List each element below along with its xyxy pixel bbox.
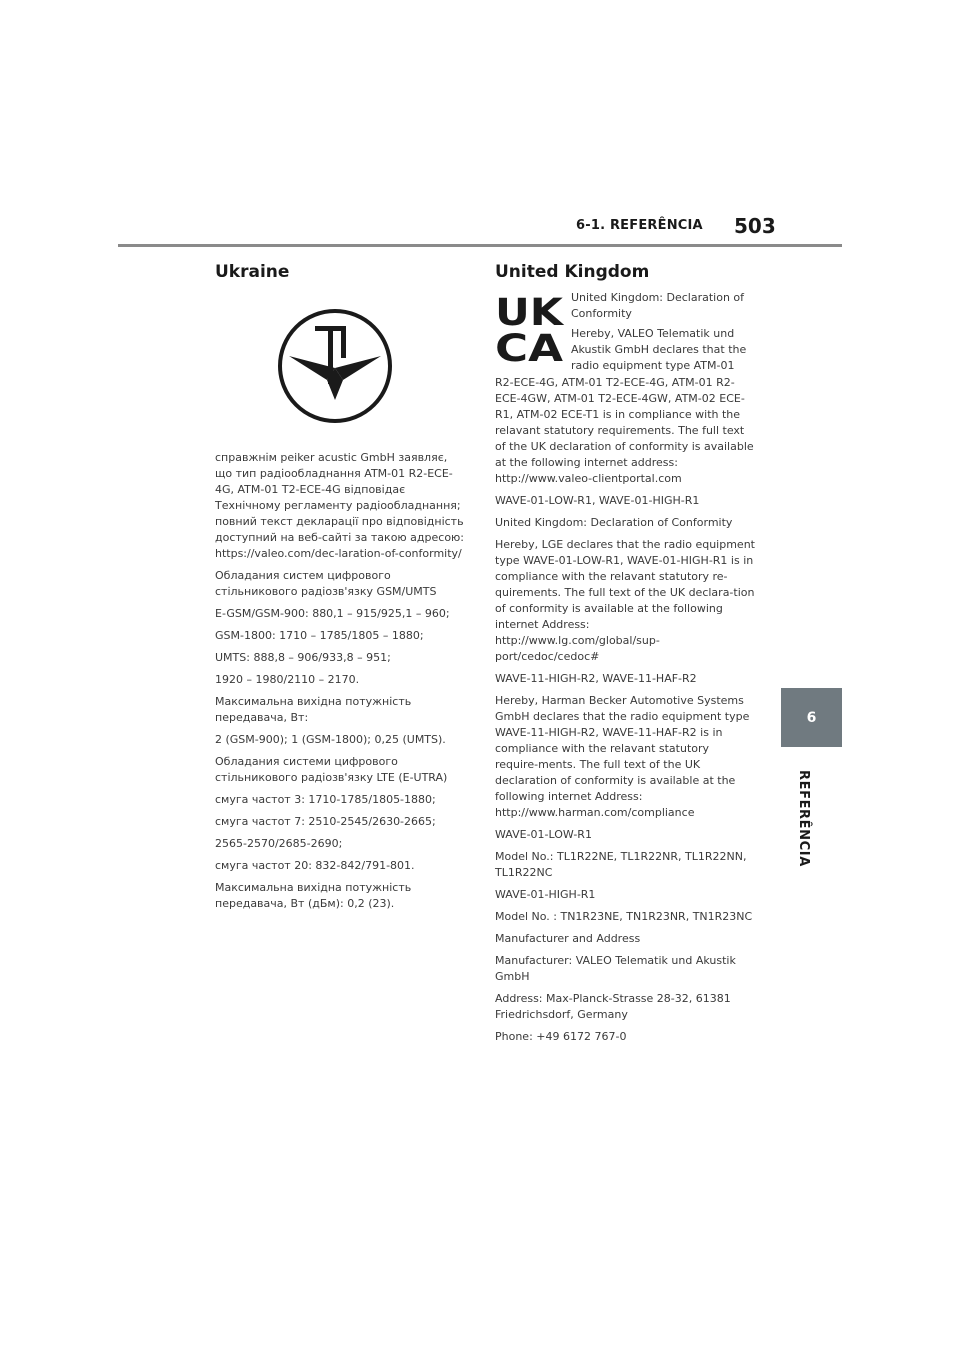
ukraine-paragraph: Обладания систем цифрового стільникового радіозв'язку GSM/UMTS — [215, 569, 437, 598]
section-title: 6-1. REFERÊNCIA — [576, 218, 703, 233]
ukraine-paragraph: GSM-1800: 1710 – 1785/1805 – 1880; — [215, 629, 424, 642]
uk-paragraph: Manufacturer and Address — [495, 932, 641, 945]
uk-paragraph: United Kingdom: Declaration of Conformity — [495, 516, 733, 529]
uk-paragraph: WAVE-11-HIGH-R2, WAVE-11-HAF-R2 — [495, 672, 697, 685]
uk-paragraph: Hereby, Harman Becker Automotive Systems GmbH declares that the radio equipment type WAVE-11-HIGH-R2, WAVE-11-HAF-R2 is in compliance with the relavant statutory require-ments. The full text of the UK declaration of conformity is available at the following internet Address: http://www.harman.com/compliance — [495, 694, 750, 819]
ukca-mark-icon — [495, 293, 565, 363]
chapter-tab[interactable] — [781, 688, 842, 747]
ukca-logo-top: UK — [495, 293, 565, 334]
ukraine-conformity-mark-icon — [275, 306, 395, 426]
uk-paragraph: R2-ECE-4G, ATM-01 T2-ECE-4G, ATM-01 R2-ECE-4GW, ATM-01 T2-ECE-4GW, ATM-02 ECE-R1, ATM-02 ECE-T1 is in compliance with the relavant statutory requirements. The full text of the UK declaration of conformity is available at the following internet address: http://www.valeo-clientportal.com — [495, 376, 754, 485]
ukraine-paragraphs — [215, 450, 465, 912]
ukraine-paragraph: Максимальна вихідна потужність передавача, Вт: — [215, 695, 412, 724]
uk-paragraph: United Kingdom: Declaration of Conformity — [571, 291, 745, 320]
ukca-block — [495, 290, 755, 378]
ukca-intro — [571, 290, 755, 378]
chapter-number: 6 — [806, 710, 817, 726]
ukraine-paragraph: 2565-2570/2685-2690; — [215, 837, 343, 850]
uk-paragraph: Manufacturer: VALEO Telematik und Akustik GmbH — [495, 954, 736, 983]
ukraine-paragraph: смуга частот 7: 2510-2545/2630-2665; — [215, 815, 436, 828]
ukraine-paragraph: UMTS: 888,8 – 906/933,8 – 951; — [215, 651, 391, 664]
uk-paragraph: Model No.: TL1R22NE, TL1R22NR, TL1R22NN, TL1R22NC — [495, 850, 747, 879]
header-divider — [118, 244, 842, 247]
uk-paragraph: Hereby, VALEO Telematik und Akustik GmbH declares that the radio equipment type ATM-01 — [571, 327, 747, 372]
page-number: 503 — [734, 214, 776, 238]
ukraine-paragraph: Обладания системи цифрового стільникового радіозв'язку LTE (E-UTRA) — [215, 755, 448, 784]
ukraine-paragraph: справжнім peiker acustic GmbH заявляє, що тип радіообладнання ATM-01 R2-ECE-4G, ATM-01 T2-ECE-4G відповідає Технічному регламенту радіообладнання; повний текст декларації про відповідність доступний на веб-сайті за такою адресою: https://valeo.com/dec-laration-of-conformity/ — [215, 451, 465, 560]
ukraine-paragraph: 1920 – 1980/2110 – 2170. — [215, 673, 360, 686]
united-kingdom-heading: United Kingdom — [495, 262, 650, 282]
ukraine-heading: Ukraine — [215, 262, 290, 282]
uk-paragraph: Address: Max-Planck-Strasse 28-32, 61381 Friedrichsdorf, Germany — [495, 992, 731, 1021]
united-kingdom-section — [495, 262, 755, 1051]
ukraine-paragraph: смуга частот 20: 832-842/791-801. — [215, 859, 415, 872]
uk-paragraph: WAVE-01-HIGH-R1 — [495, 888, 596, 901]
uk-paragraph: WAVE-01-LOW-R1, WAVE-01-HIGH-R1 — [495, 494, 700, 507]
uk-paragraph: Hereby, LGE declares that the radio equipment type WAVE-01-LOW-R1, WAVE-01-HIGH-R1 is in compliance with the relavant statutory re-quirements. The full text of the UK declara-tion of conformity is available at the following internet Address: http://www.lg.com/global/sup-port/cedoc/cedoc# — [495, 538, 755, 663]
ukraine-paragraph: 2 (GSM-900); 1 (GSM-1800); 0,25 (UMTS). — [215, 733, 446, 746]
ukraine-section — [215, 262, 465, 918]
ukraine-paragraph: Максимальна вихідна потужність передавача, Вт (дБм): 0,2 (23). — [215, 881, 412, 910]
uk-paragraph: Model No. : TN1R23NE, TN1R23NR, TN1R23NC — [495, 910, 753, 923]
uk-paragraph: WAVE-01-LOW-R1 — [495, 828, 592, 841]
chapter-side-label: REFERÊNCIA — [796, 770, 811, 867]
ukraine-paragraph: смуга частот 3: 1710-1785/1805-1880; — [215, 793, 436, 806]
ukca-logo-bottom: CA — [495, 327, 564, 363]
uk-paragraph: Phone: +49 6172 767-0 — [495, 1030, 627, 1043]
ukraine-paragraph: E-GSM/GSM-900: 880,1 – 915/925,1 – 960; — [215, 607, 450, 620]
